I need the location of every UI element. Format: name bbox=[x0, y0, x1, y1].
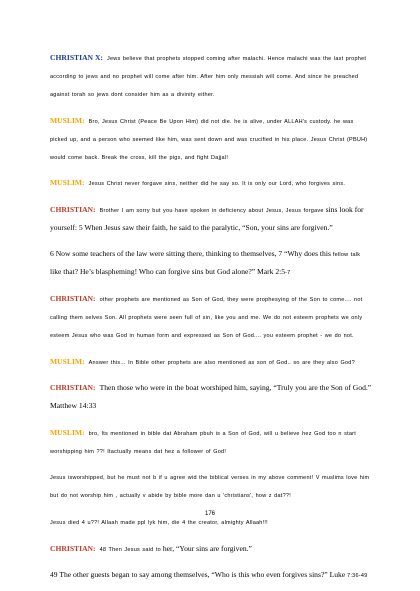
paragraph bbox=[50, 564, 372, 582]
paragraph-text: Bro, Jesus Christ (Peace Be Upon Him) did not die. he is alive, under ALLAH's custody. he was picked up, and a person who seemed like him, was sent down and was crucified in his place. Jesus Christ (PBUH) would come back. Break the cross, kill the pigs, and fight Dajjal! bbox=[50, 118, 368, 161]
paragraph-text: other prophets are mentioned as Son of God, they were prophesying of the Son to come.... not calling them selves Son. All prophets were seen full of sin, like you and me. We do not esteem prophets we only esteem Jesus who was God in human form and expressed as Son of God.... you esteem prophet - we do not. bbox=[50, 296, 363, 339]
paragraph bbox=[50, 377, 372, 413]
paragraph-text: Brother I am sorry but you have spoken in deficiency about Jesus, Jesus forgave bbox=[99, 207, 324, 214]
paragraph bbox=[50, 351, 372, 369]
speaker-label: MUSLIM: bbox=[50, 356, 85, 366]
speaker-label: MUSLIM: bbox=[50, 178, 85, 188]
paragraph-text: 6 Now some teachers of the law were sitting there, thinking to themselves, 7 “Why does this bbox=[50, 249, 333, 259]
paragraph-text: Then those who were in the boat worshiped him, saying, “Truly you are the Son of God.” Matthew 14:33 bbox=[50, 383, 372, 411]
page-body bbox=[50, 47, 372, 591]
paragraph bbox=[50, 199, 372, 235]
paragraph-text: 48 Then Jesus said to bbox=[99, 546, 161, 553]
paragraph bbox=[50, 110, 372, 164]
speaker-label: MUSLIM: bbox=[50, 115, 85, 125]
paragraph-text: Jesus Christ never forgave sins, neither did he say so. It is only our Lord, who forgives sins. bbox=[88, 181, 346, 188]
paragraph bbox=[50, 243, 372, 279]
paragraph-text: Answer this... In Bible other prophets are also mentioned as son of God.. so are they also God? bbox=[88, 359, 355, 366]
paragraph-text: sins look for yourself: 5 When Jesus saw their faith, he said to the paralytic, “Son, your sins are forgiven.” bbox=[50, 204, 364, 232]
paragraph-text: 7:36-49 bbox=[347, 573, 368, 580]
speaker-label: CHRISTIAN: bbox=[50, 204, 96, 214]
paragraph-text: -7 bbox=[285, 270, 291, 277]
page-number: 176 bbox=[204, 511, 215, 517]
paragraph bbox=[50, 538, 372, 556]
paragraph bbox=[50, 172, 372, 190]
paragraph bbox=[50, 466, 372, 502]
speaker-label: CHRISTIAN: bbox=[50, 383, 96, 393]
paragraph bbox=[50, 422, 372, 458]
paragraph-text: her, “Your sins are forgiven.” bbox=[160, 543, 252, 553]
paragraph-text: Jesus isworshipped, but he must not b if u agree wid the biblical verses in my above comment! V muslims love him but do not worship him , actually v abide by bible more dan u 'christians', how z dat??! bbox=[50, 475, 370, 500]
speaker-label: CHRISTIAN: bbox=[50, 543, 96, 553]
paragraph bbox=[50, 47, 372, 101]
speaker-label: CHRISTIAN: bbox=[50, 293, 96, 303]
paragraph-text: fellow talk bbox=[332, 252, 361, 259]
paragraph bbox=[50, 288, 372, 342]
speaker-label: CHRISTIAN X: bbox=[50, 53, 103, 62]
paragraph-text: like that? He’s blaspheming! Who can forgive sins but God alone?” Mark 2:5 bbox=[50, 267, 286, 277]
speaker-label: MUSLIM: bbox=[50, 427, 85, 437]
paragraph-text: 49 The other guests began to say among themselves, “Who is this who even forgives sins?” Luke bbox=[50, 570, 348, 580]
paragraph-text: Jesus died 4 u??! Allaah made ppl lyk him, die 4 the creator, almighty Allaah!!! bbox=[50, 519, 268, 526]
paragraph-text: bro, Its mentioned in bible dat Abraham pbuh is a Son of God, will u believe hez God too n start worshipping him ??! Itactually means dat hez a follower of God! bbox=[50, 430, 357, 455]
paragraph-text: Jews believe that prophets stopped coming after malachi. Hence malachi was the last prophet according to jews and no prophet will come after him. After him only messiah will come. And since he preached against torah so jews dont consider him as a divinity either. bbox=[50, 56, 367, 98]
